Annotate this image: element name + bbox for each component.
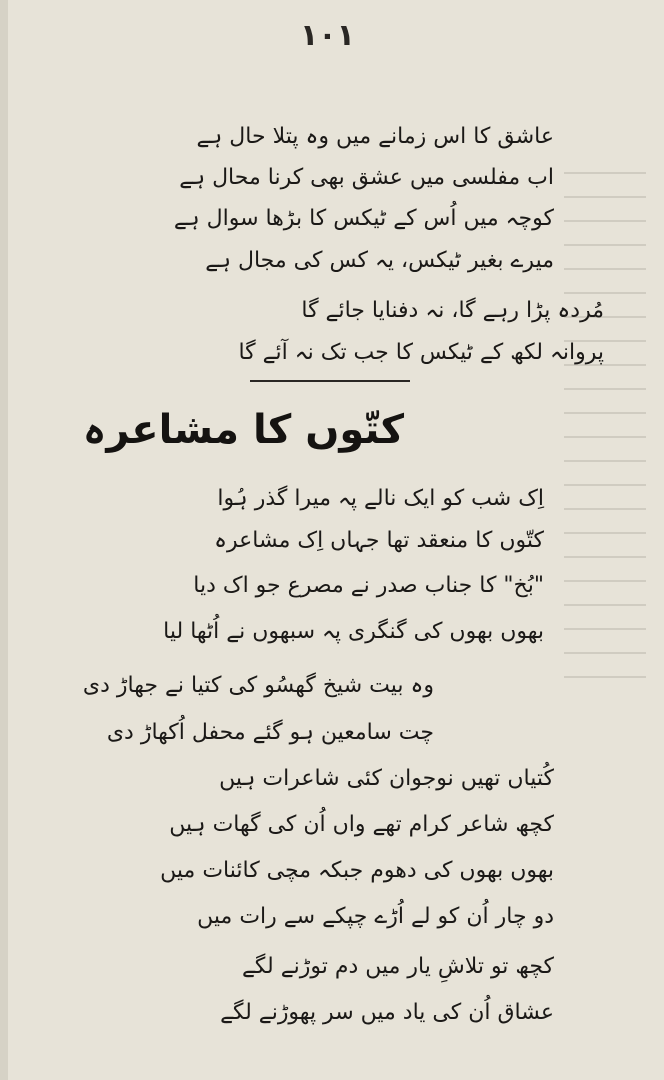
bleed-through-text — [556, 150, 646, 690]
page-number: ۱۰۱ — [300, 18, 355, 53]
poem-line: کتّوں کا منعقد تھا جہاں اِک مشاعرہ — [214, 528, 544, 553]
verse-line: اب مفلسی میں عشق بھی کرنا محال ہے — [179, 165, 554, 190]
poem-title: کتّوں کا مشاعرہ — [82, 407, 404, 453]
poem-line: کچھ تو تلاشِ یار میں دم توڑنے لگے — [241, 954, 554, 979]
poem-line: بھوں بھوں کی دھوم جبکہ مچی کائنات میں — [160, 858, 554, 883]
poem-line: اِک شب کو ایک نالے پہ میرا گذر ہُوا — [217, 486, 544, 511]
verse-line: پروانہ لکھ کے ٹیکس کا جب تک نہ آئے گا — [238, 340, 604, 365]
verse-line: میرے بغیر ٹیکس، یہ کس کی مجال ہے — [205, 248, 554, 273]
poem-line: چت سامعین ہو گئے محفل اُکھاڑ دی — [106, 720, 434, 745]
verse-line: عاشق کا اس زمانے میں وہ پتلا حال ہے — [196, 124, 554, 149]
poem-line: بھوں بھوں کی گنگری پہ سبھوں نے اُٹھا لیا — [163, 619, 544, 644]
poem-line: دو چار اُن کو لے اُڑے چپکے سے رات میں — [197, 904, 554, 929]
poem-line: عشاق اُن کی یاد میں سر پھوڑنے لگے — [220, 1000, 554, 1025]
page-edge-shadow — [0, 0, 8, 1080]
verse-line: کوچہ میں اُس کے ٹیکس کا بڑھا سوال ہے — [173, 206, 554, 231]
poem-line: "بُخ" کا جناب صدر نے مصرع جو اک دیا — [193, 573, 544, 598]
poem-line: وہ بیت شیخ گھسُو کی کتیا نے جھاڑ دی — [82, 673, 434, 698]
verse-line: مُردہ پڑا رہے گا، نہ دفنایا جائے گا — [301, 298, 604, 323]
section-divider — [250, 380, 410, 382]
poem-line: کُتیاں تھیں نوجوان کئی شاعرات ہیں — [219, 766, 554, 791]
poem-line: کچھ شاعر کرام تھے واں اُن کی گھات ہیں — [169, 812, 554, 837]
